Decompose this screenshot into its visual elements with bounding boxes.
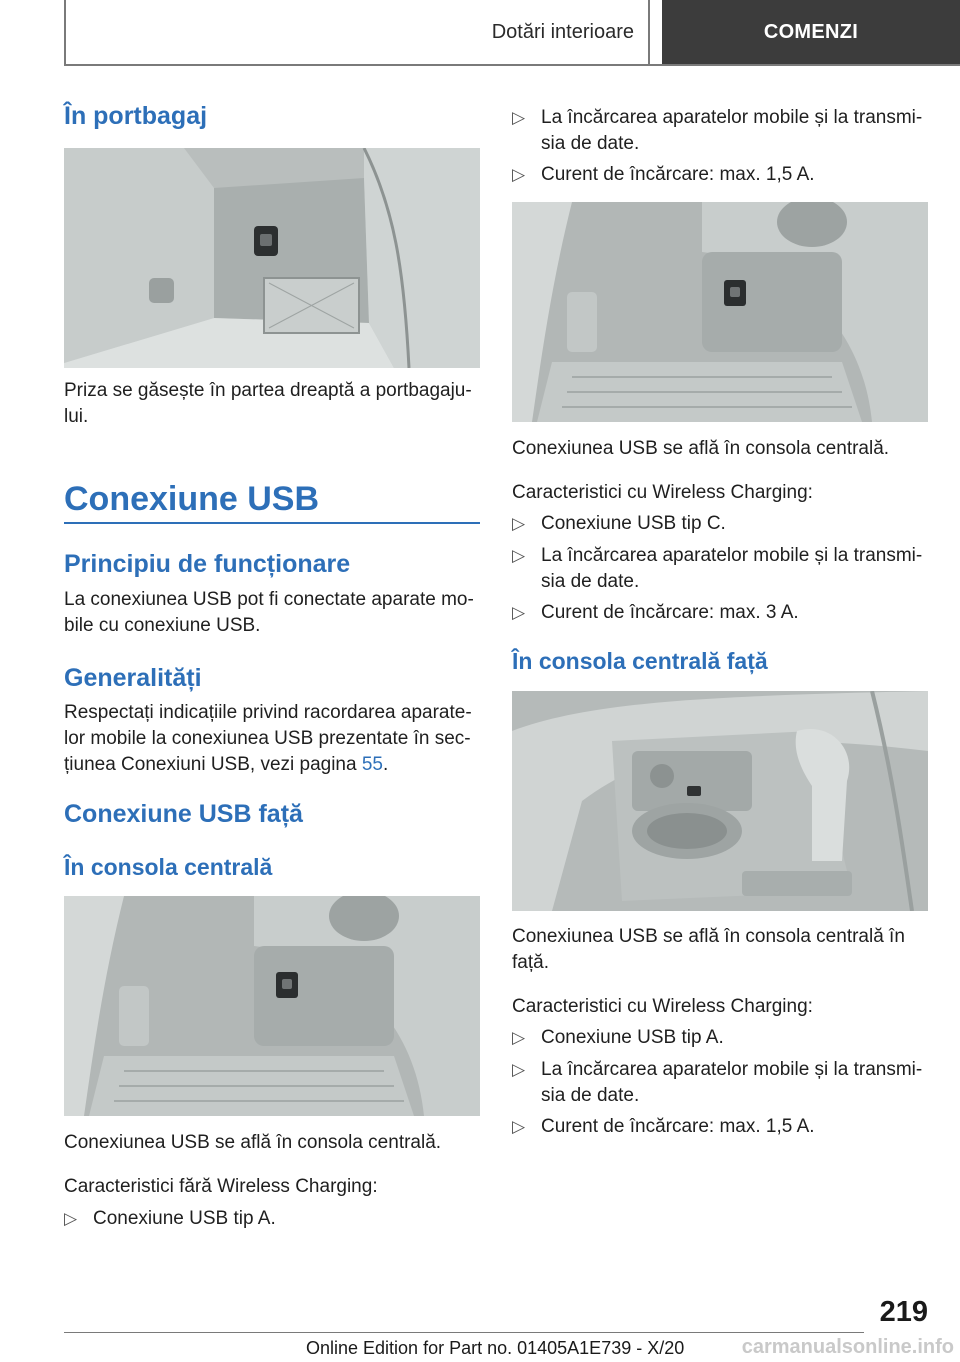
header-section — [66, 0, 648, 64]
header-mid-divider — [648, 0, 650, 66]
photo-front-console-usb — [512, 691, 928, 911]
list-item — [512, 1025, 928, 1051]
heading-consola-fata: În consola centrală față — [512, 648, 768, 674]
bullet-triangle-icon: ▷ — [512, 108, 526, 127]
list-item-text: La încărcarea aparatelor mobile și la transmisia de date. — [541, 107, 923, 154]
header-chapter-tab[interactable] — [662, 0, 960, 64]
header-rule — [64, 64, 960, 66]
caption-consola-2: Conexiunea USB se află în consola centrală în față. — [512, 926, 905, 973]
header-section-title: Dotări interioare — [491, 20, 634, 43]
heading-consola-centrala: În consola centrală — [64, 854, 273, 880]
caption-consola: Conexiunea USB se află în consola centrală. — [64, 1132, 442, 1153]
list-item — [512, 1057, 928, 1109]
page-link[interactable]: 55 — [361, 754, 383, 775]
text-portbagaj: Priza se găsește în partea dreaptă a portbagajului. — [64, 380, 472, 427]
list-item-text: Curent de încărcare: max. 3 A. — [541, 602, 799, 623]
text-fara-wireless: Caracteristici fără Wireless Charging: — [64, 1176, 378, 1197]
list-item-text: La încărcarea aparatelor mobile și la transmisia de date. — [541, 1059, 923, 1106]
list-item — [512, 511, 928, 537]
bullet-triangle-icon: ▷ — [512, 1117, 526, 1136]
bullet-triangle-icon: ▷ — [512, 165, 526, 184]
photo-trunk-socket — [64, 148, 480, 368]
heading-conexiune-usb: Conexiune USB — [64, 480, 320, 518]
list-item — [512, 600, 928, 626]
heading-principiu: Principiu de funcționare — [64, 550, 351, 578]
heading-rule — [64, 522, 480, 524]
text-wireless-1: Caracteristici cu Wireless Charging: — [512, 482, 813, 503]
list-item-text: Conexiune USB tip A. — [541, 1027, 724, 1048]
header-chapter-title: COMENZI — [763, 20, 859, 43]
text-generalitati-body: Respectați indicațiile privind racordarea aparatelor mobile la conexiunea USB prezentate în secțiunea Conexiuni USB, vezi pagina — [64, 702, 472, 775]
list-item-text: Curent de încărcare: max. 1,5 A. — [541, 164, 815, 185]
heading-conexiune-fata: Conexiune USB față — [64, 800, 303, 828]
page-number: 219 — [879, 1296, 928, 1328]
list-item — [512, 543, 928, 595]
list-item-text: La încărcarea aparatelor mobile și la transmisia de date. — [541, 545, 923, 592]
footer-rule — [64, 1332, 864, 1333]
text-principiu: La conexiunea USB pot fi conectate aparate mobile cu conexiune USB. — [64, 589, 474, 636]
text-generalitati — [64, 700, 480, 778]
bullet-triangle-icon: ▷ — [64, 1209, 78, 1228]
list-item-text: Conexiune USB tip C. — [541, 513, 726, 534]
bullet-triangle-icon: ▷ — [512, 1028, 526, 1047]
list-item — [512, 1114, 928, 1140]
caption-consola-1: Conexiunea USB se află în consola centrală. — [512, 438, 890, 459]
text-period: . — [383, 754, 389, 775]
list-item-text: Conexiune USB tip A. — [93, 1208, 276, 1229]
watermark: carmanualsonline.info — [741, 1336, 954, 1358]
bullet-triangle-icon: ▷ — [512, 514, 526, 533]
photo-center-console-usb — [64, 896, 480, 1116]
text-wireless-2: Caracteristici cu Wireless Charging: — [512, 996, 813, 1017]
heading-portbagaj: În portbagaj — [64, 102, 208, 130]
bullet-triangle-icon: ▷ — [512, 1060, 526, 1079]
list-item — [64, 1206, 480, 1232]
bullet-triangle-icon: ▷ — [512, 603, 526, 622]
list-item — [512, 162, 928, 188]
heading-generalitati: Generalități — [64, 664, 202, 692]
bullet-triangle-icon: ▷ — [512, 546, 526, 565]
list-item-text: Curent de încărcare: max. 1,5 A. — [541, 1116, 815, 1137]
photo-center-console-usb-c — [512, 202, 928, 422]
list-item — [512, 105, 928, 157]
footer-edition: Online Edition for Part no. 01405A1E739 - X/20 — [306, 1338, 685, 1358]
